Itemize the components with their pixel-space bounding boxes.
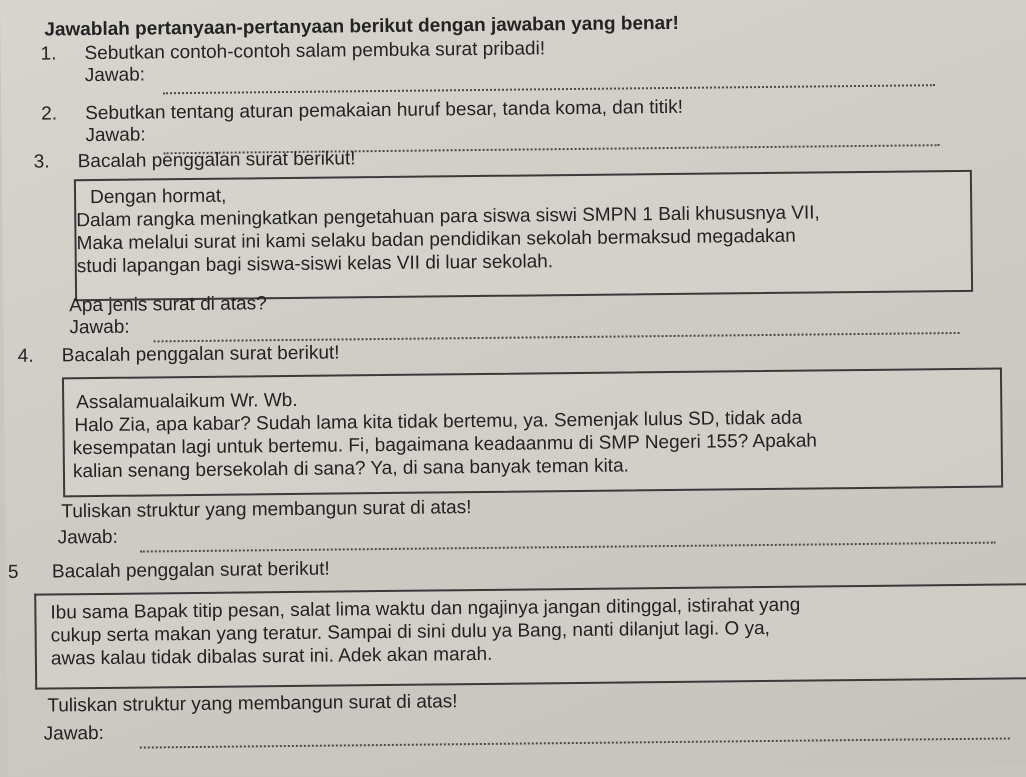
answer-line-4[interactable] <box>140 542 996 553</box>
letter-excerpt-4 <box>62 368 1003 498</box>
letter-line: Dengan hormat, <box>89 185 227 209</box>
letter-line: Maka melalui surat ini kami selaku badan pendidikan sekolah bermaksud megadakan <box>76 225 796 255</box>
question-text: Bacalah penggalan surat berikut! <box>77 148 356 173</box>
letter-line: awas kalau tidak dibalas surat ini. Adek akan marah. <box>50 643 493 670</box>
answer-line-3[interactable] <box>154 332 960 342</box>
question-number: 2. <box>41 103 58 125</box>
question-number: 1. <box>40 43 57 65</box>
letter-line: cukup serta makan yang teratur. Sampai di sini dulu ya Bang, nanti dilanjut lagi. O ya, <box>50 617 770 647</box>
letter-line: Dalam rangka meningkatkan pengetahuan para siswa siswi SMPN 1 Bali khususnya VII, <box>76 202 820 232</box>
answer-label: Jawab: <box>85 124 146 147</box>
question-text: Bacalah penggalan surat berikut! <box>61 342 340 367</box>
question-number: 5 <box>7 561 19 583</box>
question-text: Sebutkan tentang aturan pemakaian huruf besar, tanda koma, dan titik! <box>85 96 684 125</box>
letter-line: Ibu sama Bapak titip pesan, salat lima waktu dan ngajinya jangan ditinggal, istirahat yang <box>50 594 801 624</box>
follow-up-question-4: Tuliskan struktur yang membangun surat di atas! <box>61 497 472 523</box>
question-4 <box>18 342 340 367</box>
letter-line: studi lapangan bagi siswa-siswi kelas VII di luar sekolah. <box>76 251 554 278</box>
follow-up-question-5: Tuliskan struktur yang membangun surat di atas! <box>47 691 458 717</box>
follow-up-question-3: Apa jenis surat di atas? <box>69 293 267 317</box>
question-number: 4. <box>17 345 34 367</box>
answer-label: Jawab: <box>69 316 130 339</box>
letter-line: kalian senang bersekolah di sana? Ya, di sana banyak teman kita. <box>72 455 629 483</box>
answer-label: Jawab: <box>84 64 146 87</box>
question-number: 3. <box>33 151 50 173</box>
question-5 <box>8 559 330 584</box>
question-1 <box>40 38 545 65</box>
worksheet-title: Jawablah pertanyaan-pertanyaan berikut dengan jawaban yang benar! <box>44 12 679 41</box>
answer-line-1[interactable] <box>163 84 935 94</box>
question-text: Bacalah penggalan surat berikut! <box>51 558 330 583</box>
letter-line: Assalamualaikum Wr. Wb. <box>76 389 298 414</box>
answer-label: Jawab: <box>57 526 118 549</box>
letter-excerpt-5 <box>34 583 1026 690</box>
answer-line-5[interactable] <box>140 737 1010 748</box>
letter-excerpt-3 <box>74 170 973 301</box>
question-3 <box>34 148 356 173</box>
question-text: Sebutkan contoh-contoh salam pembuka surat pribadi! <box>84 38 546 65</box>
answer-label: Jawab: <box>43 722 104 745</box>
letter-line: kesempatan lagi untuk bertemu. Fi, bagaimana keadaanmu di SMP Negeri 155? Apakah <box>72 430 818 460</box>
question-2 <box>41 97 683 126</box>
letter-line: Halo Zia, apa kabar? Sudah lama kita tidak bertemu, ya. Semenjak lulus SD, tidak ada <box>74 407 803 437</box>
